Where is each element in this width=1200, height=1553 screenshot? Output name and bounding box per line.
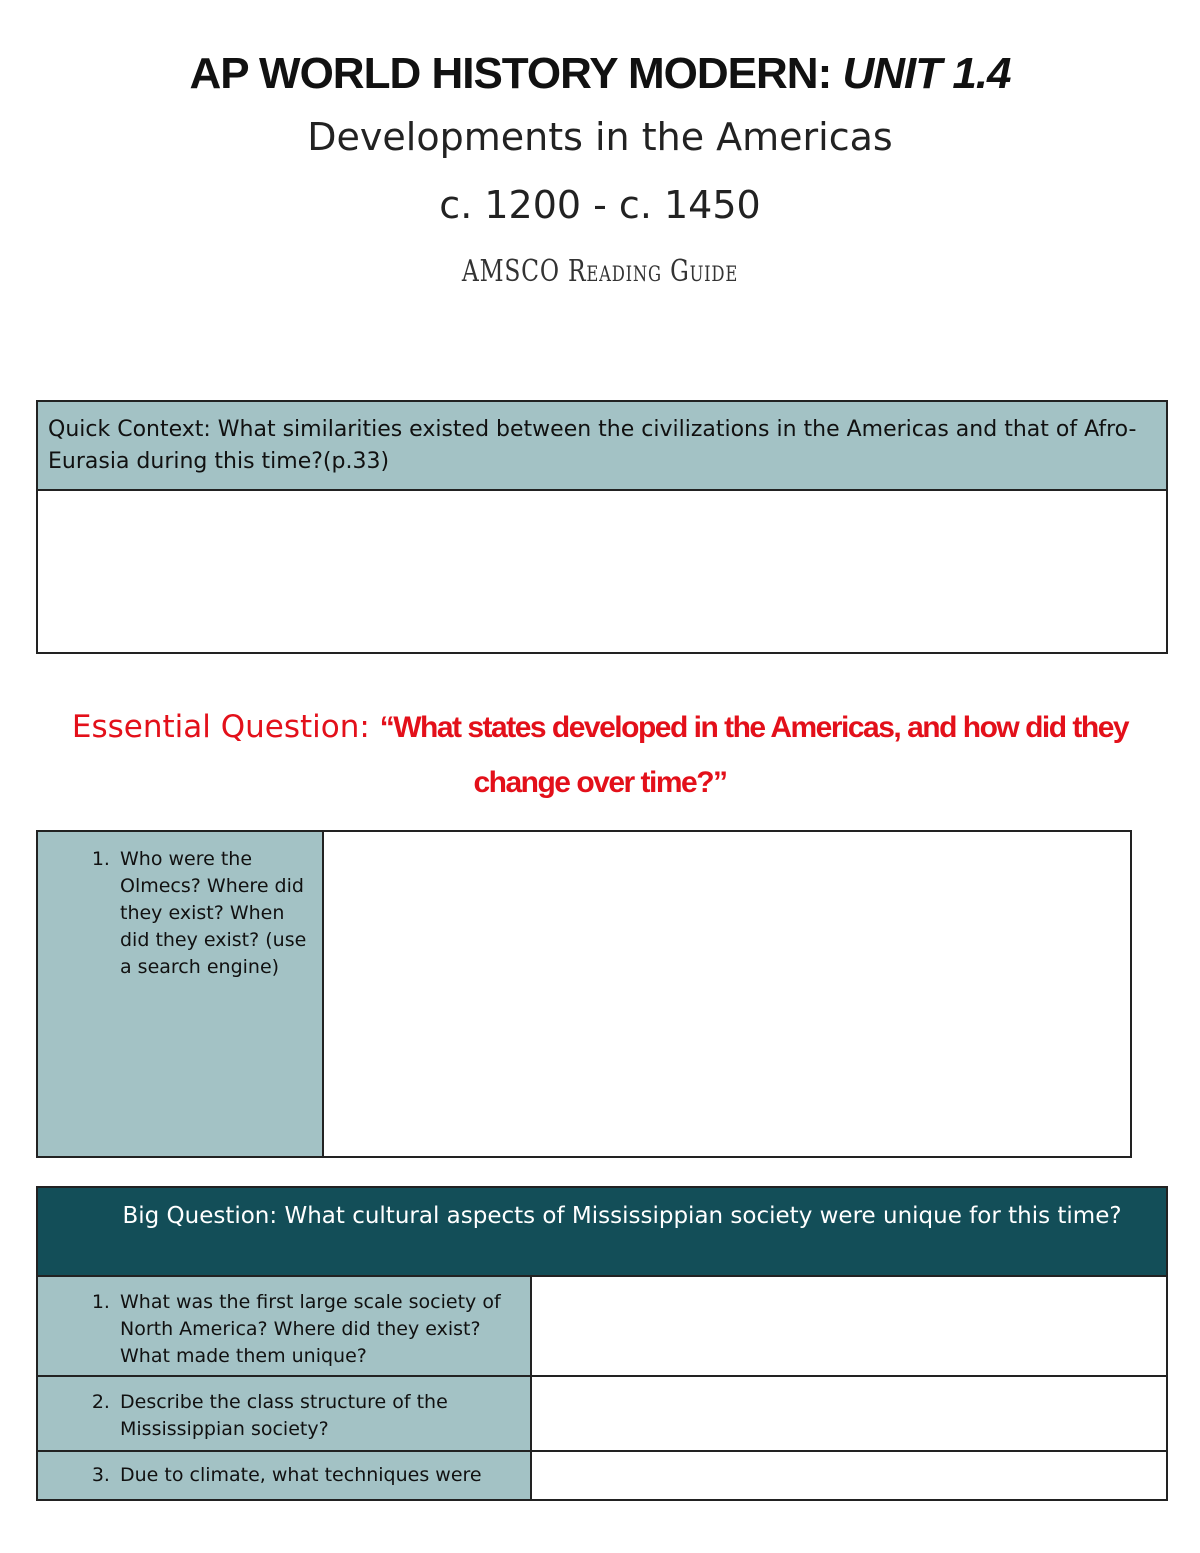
answer-cell[interactable] bbox=[532, 1452, 1166, 1499]
question-list bbox=[38, 1462, 530, 1489]
essential-question-label: Essential Question: bbox=[71, 709, 380, 745]
question-text: 3. Due to climate, what techniques were bbox=[116, 1462, 530, 1489]
table-row bbox=[38, 1277, 1166, 1377]
guide-label: AMSCO Reading Guide bbox=[461, 254, 739, 289]
question-list bbox=[38, 1289, 530, 1370]
olmec-question: 1. Who were the Olmecs? Where did they exist? When did they exist? (use a search engine) bbox=[116, 846, 312, 981]
olmec-question-cell bbox=[38, 832, 324, 1156]
quick-context-answer-area[interactable] bbox=[38, 491, 1166, 652]
olmec-answer-area[interactable] bbox=[324, 832, 1130, 1156]
document-header bbox=[0, 44, 1200, 304]
essential-question bbox=[40, 700, 1160, 810]
question-text: 2. Describe the class structure of the Mississippian society? bbox=[116, 1389, 530, 1443]
question-cell bbox=[38, 1377, 532, 1450]
big-question-heading: Big Question: What cultural aspects of Mississippian society were unique for this time? bbox=[38, 1188, 1166, 1277]
table-row bbox=[38, 1377, 1166, 1452]
question-list bbox=[38, 1389, 530, 1443]
quick-context-box bbox=[36, 400, 1168, 654]
document-title bbox=[0, 44, 1200, 104]
olmec-question-box bbox=[36, 830, 1132, 1158]
title-unit: UNIT 1.4 bbox=[842, 49, 1011, 98]
title-main: AP WORLD HISTORY MODERN: bbox=[189, 49, 843, 98]
big-question-box bbox=[36, 1186, 1168, 1501]
olmec-question-list bbox=[38, 846, 312, 981]
table-row bbox=[38, 1452, 1166, 1499]
quick-context-prompt: Quick Context: What similarities existed between the civilizations in the Americas and that of Afro-Eurasia during this time?(p.33) bbox=[38, 402, 1166, 491]
essential-question-text: “What states developed in the Americas, and how did they change over time?” bbox=[379, 711, 1129, 799]
question-text: 1. What was the first large scale society of North America? Where did they exist? What made them unique? bbox=[116, 1289, 530, 1370]
answer-cell[interactable] bbox=[532, 1377, 1166, 1450]
answer-cell[interactable] bbox=[532, 1277, 1166, 1375]
document-subtitle: Developments in the Americas bbox=[307, 115, 893, 159]
date-range: c. 1200 - c. 1450 bbox=[439, 183, 761, 227]
question-cell bbox=[38, 1452, 532, 1499]
question-cell bbox=[38, 1277, 532, 1375]
